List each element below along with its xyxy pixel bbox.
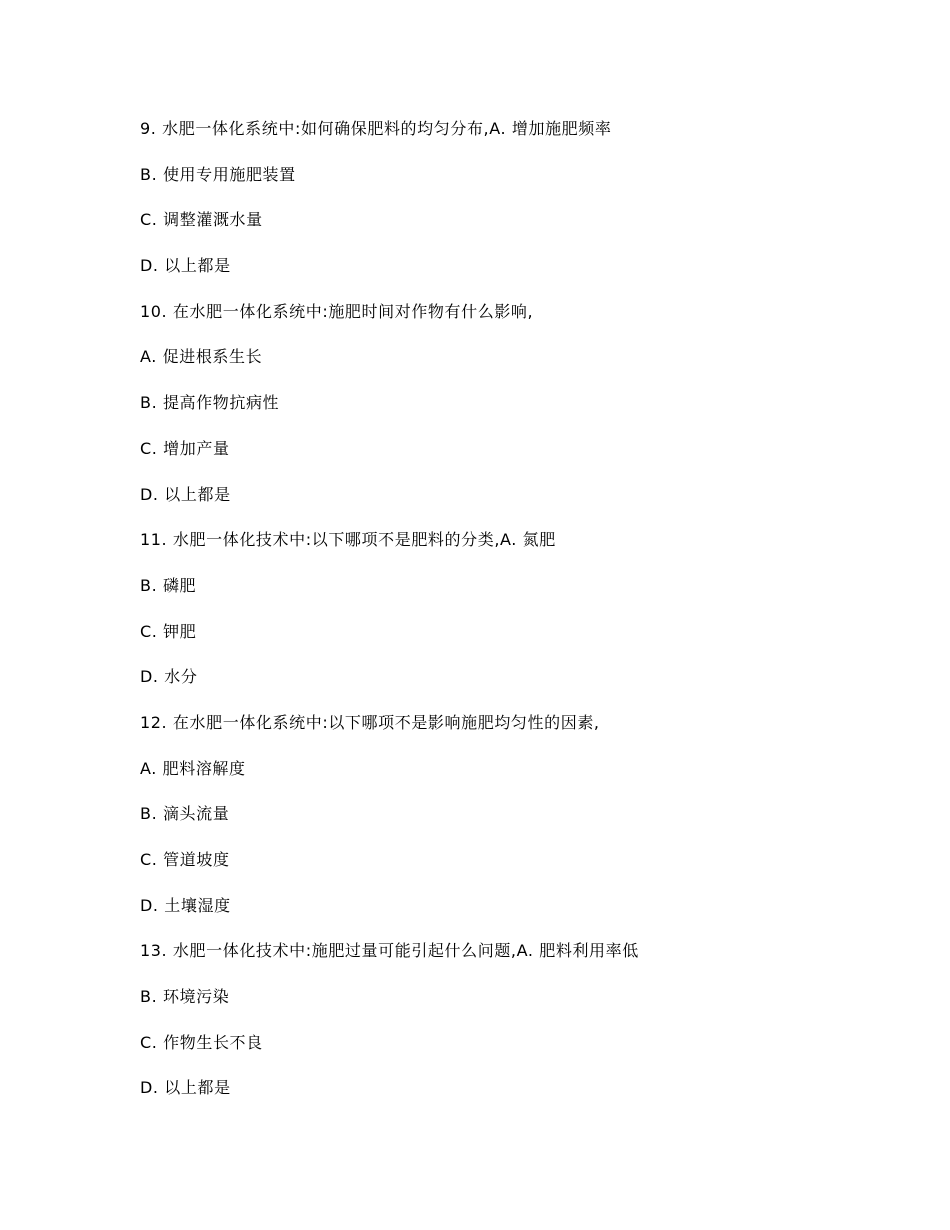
question-10-option-c: C. 增加产量 — [140, 438, 230, 458]
question-13-stem: 13. 水肥一体化技术中:施肥过量可能引起什么问题,A. 肥料利用率低 — [140, 941, 639, 961]
question-9-option-c: C. 调整灌溉水量 — [140, 210, 263, 230]
question-10-option-d: D. 以上都是 — [140, 484, 231, 504]
question-11-option-b: B. 磷肥 — [140, 575, 197, 595]
question-13-option-c: C. 作物生长不良 — [140, 1032, 263, 1052]
question-list — [140, 117, 910, 1122]
question-12-option-a: A. 肥料溶解度 — [140, 758, 246, 778]
question-12-option-b: B. 滴头流量 — [140, 804, 230, 824]
question-11-option-d: D. 水分 — [140, 667, 198, 687]
question-12-option-d: D. 土壤湿度 — [140, 895, 231, 915]
question-9-stem: 9. 水肥一体化系统中:如何确保肥料的均匀分布,A. 增加施肥频率 — [140, 119, 612, 138]
question-10-option-a: A. 促进根系生长 — [140, 347, 263, 367]
question-9-option-d: D. 以上都是 — [140, 256, 231, 276]
question-11-stem: 11. 水肥一体化技术中:以下哪项不是肥料的分类,A. 氮肥 — [140, 530, 556, 550]
question-10-stem: 10. 在水肥一体化系统中:施肥时间对作物有什么影响, — [140, 301, 534, 321]
question-9-option-b: B. 使用专用施肥装置 — [140, 164, 296, 184]
question-10-option-b: B. 提高作物抗病性 — [140, 393, 280, 413]
question-13-option-d: D. 以上都是 — [140, 1078, 231, 1098]
question-11-option-c: C. 钾肥 — [140, 621, 197, 641]
question-12-stem: 12. 在水肥一体化系统中:以下哪项不是影响施肥均匀性的因素, — [140, 712, 600, 732]
question-13-option-b: B. 环境污染 — [140, 987, 230, 1007]
question-12-option-c: C. 管道坡度 — [140, 850, 230, 869]
